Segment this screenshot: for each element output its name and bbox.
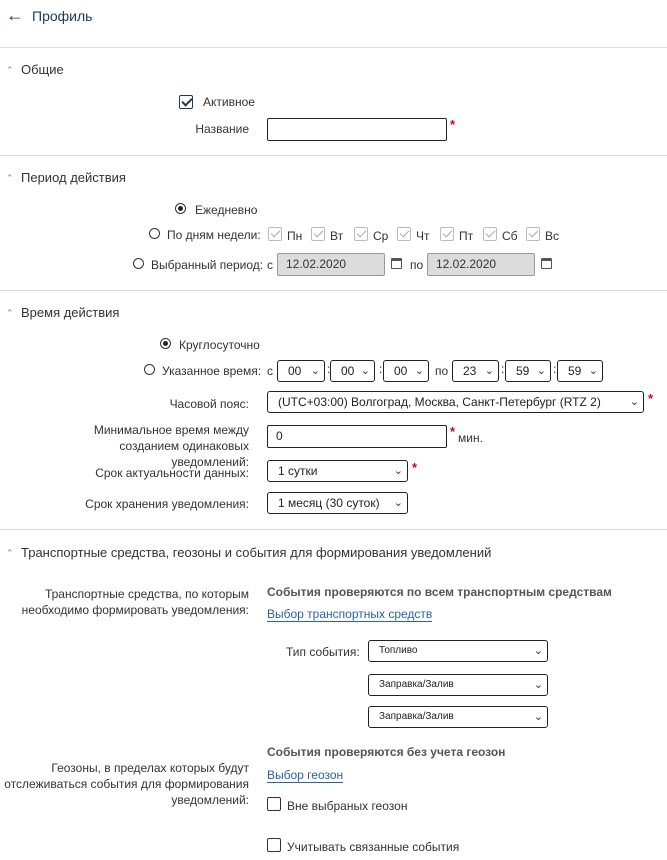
active-checkbox[interactable] (179, 95, 193, 109)
time-from-prefix: с (267, 364, 273, 378)
day-checkbox-sat[interactable] (483, 227, 497, 241)
linked-events-label: Учитывать связанные события (287, 840, 460, 854)
specified-time-label: Указанное время: (162, 364, 262, 378)
event-type-label: Тип события: (286, 645, 360, 659)
day-label-mon: Пн (287, 229, 303, 243)
geozones-status: События проверяются без учета геозон (267, 745, 506, 759)
relevance-label: Срок актуальности данных: (95, 466, 249, 480)
day-checkbox-tue[interactable] (311, 227, 325, 241)
selected-period-label: Выбранный период: (151, 258, 264, 272)
allday-label: Круглосуточно (179, 338, 260, 352)
from-prefix: с (267, 258, 273, 272)
required-mark: * (412, 460, 418, 475)
collapse-chevron-icon[interactable]: ⌃ (6, 173, 14, 183)
from-minutes-select[interactable]: 00 ⌄ (330, 360, 375, 382)
storage-label: Срок хранения уведомления: (85, 497, 249, 511)
to-seconds-select[interactable]: 59 ⌄ (557, 360, 603, 382)
collapse-chevron-icon[interactable]: ⌃ (6, 548, 14, 558)
linked-events-checkbox[interactable] (267, 838, 281, 852)
chevron-down-icon: ⌄ (588, 365, 598, 377)
day-label-sat: Сб (502, 229, 518, 243)
outside-geozones-label: Вне выбраных геозон (287, 799, 408, 813)
allday-radio[interactable] (160, 338, 171, 349)
date-from-input[interactable]: 12.02.2020 (277, 253, 385, 276)
timezone-select[interactable]: (UTC+03:00) Волгоград, Москва, Санкт-Петербург (RTZ 2) ⌄ (267, 391, 644, 413)
time-separator: : (553, 362, 557, 376)
time-separator: : (327, 362, 331, 376)
from-seconds-select[interactable]: 00 ⌄ (383, 360, 429, 382)
event-type-select-2[interactable]: Заправка/Залив ⌄ (368, 674, 548, 696)
page-title: Профиль (32, 8, 93, 24)
time-separator: : (379, 362, 383, 376)
from-hours-select[interactable]: 00 ⌄ (277, 360, 325, 382)
section-period-title[interactable]: Период действия (21, 170, 126, 185)
name-label: Название (195, 122, 249, 136)
required-mark: * (648, 391, 654, 406)
day-label-thu: Чт (416, 229, 430, 243)
to-hours-select[interactable]: 23 ⌄ (452, 360, 499, 382)
storage-select[interactable]: 1 месяц (30 суток) ⌄ (267, 492, 408, 514)
back-arrow-icon[interactable]: ← (6, 5, 24, 25)
chevron-down-icon: ⌄ (414, 365, 424, 377)
active-label: Активное (203, 95, 255, 109)
chevron-down-icon: ⌄ (484, 365, 494, 377)
section-vehicles-title[interactable]: Транспортные средства, геозоны и события для формирования уведомлений (21, 545, 492, 560)
chevron-down-icon: ⌄ (629, 396, 639, 408)
chevron-down-icon: ⌄ (536, 365, 546, 377)
day-checkbox-fri[interactable] (440, 227, 454, 241)
min-time-label: Минимальное время между созданием одинаковых уведомлений: (93, 423, 249, 469)
required-mark: * (450, 424, 456, 439)
weekdays-radio[interactable] (149, 228, 160, 239)
calendar-icon[interactable] (541, 258, 552, 269)
timezone-label: Часовой пояс: (169, 397, 249, 411)
geozones-label: Геозоны, в пределах которых будут отслеживаться события для формирования уведомлений: (4, 761, 249, 807)
divider (0, 47, 667, 48)
day-label-sun: Вс (545, 229, 560, 243)
day-label-wed: Ср (373, 229, 389, 243)
daily-radio[interactable] (175, 203, 186, 214)
to-minutes-select[interactable]: 59 ⌄ (505, 360, 551, 382)
day-checkbox-sun[interactable] (526, 227, 540, 241)
event-type-select-3[interactable]: Заправка/Залив ⌄ (368, 706, 548, 728)
event-type-select-1[interactable]: Топливо ⌄ (368, 640, 548, 662)
divider (0, 290, 667, 291)
required-mark: * (450, 117, 456, 132)
day-label-tue: Вт (330, 229, 344, 243)
select-vehicles-link[interactable]: Выбор транспортных средств (267, 607, 433, 621)
day-label-fri: Пт (459, 229, 474, 243)
divider (0, 155, 667, 156)
min-time-input[interactable]: 0 (267, 425, 447, 448)
time-separator: : (501, 362, 505, 376)
chevron-down-icon: ⌄ (533, 645, 543, 657)
calendar-icon[interactable] (391, 258, 402, 269)
specified-time-radio[interactable] (144, 364, 155, 375)
collapse-chevron-icon[interactable]: ⌃ (6, 308, 14, 318)
vehicles-status: События проверяются по всем транспортным средствам (267, 585, 612, 599)
daily-label: Ежедневно (195, 203, 258, 217)
section-general-title[interactable]: Общие (21, 62, 64, 77)
collapse-chevron-icon[interactable]: ⌃ (6, 65, 14, 75)
selected-period-radio[interactable] (133, 258, 144, 269)
day-checkbox-mon[interactable] (268, 227, 282, 241)
weekdays-label: По дням недели: (167, 228, 261, 242)
chevron-down-icon: ⌄ (310, 365, 320, 377)
chevron-down-icon: ⌄ (393, 497, 403, 509)
min-time-unit: мин. (458, 431, 483, 445)
name-input[interactable] (267, 118, 447, 141)
select-geozones-link[interactable]: Выбор геозон (267, 768, 344, 782)
divider (0, 529, 667, 530)
chevron-down-icon: ⌄ (533, 711, 543, 723)
relevance-select[interactable]: 1 сутки ⌄ (267, 460, 408, 482)
date-to-input[interactable]: 12.02.2020 (427, 253, 535, 276)
chevron-down-icon: ⌄ (533, 679, 543, 691)
chevron-down-icon: ⌄ (360, 365, 370, 377)
vehicles-label: Транспортные средства, по которым необходимо формировать уведомления: (21, 587, 249, 617)
day-checkbox-wed[interactable] (354, 227, 368, 241)
time-to-prefix: по (435, 364, 449, 378)
day-checkbox-thu[interactable] (397, 227, 411, 241)
outside-geozones-checkbox[interactable] (267, 797, 281, 811)
chevron-down-icon: ⌄ (393, 465, 403, 477)
to-prefix: по (410, 258, 424, 272)
section-time-title[interactable]: Время действия (21, 305, 120, 320)
